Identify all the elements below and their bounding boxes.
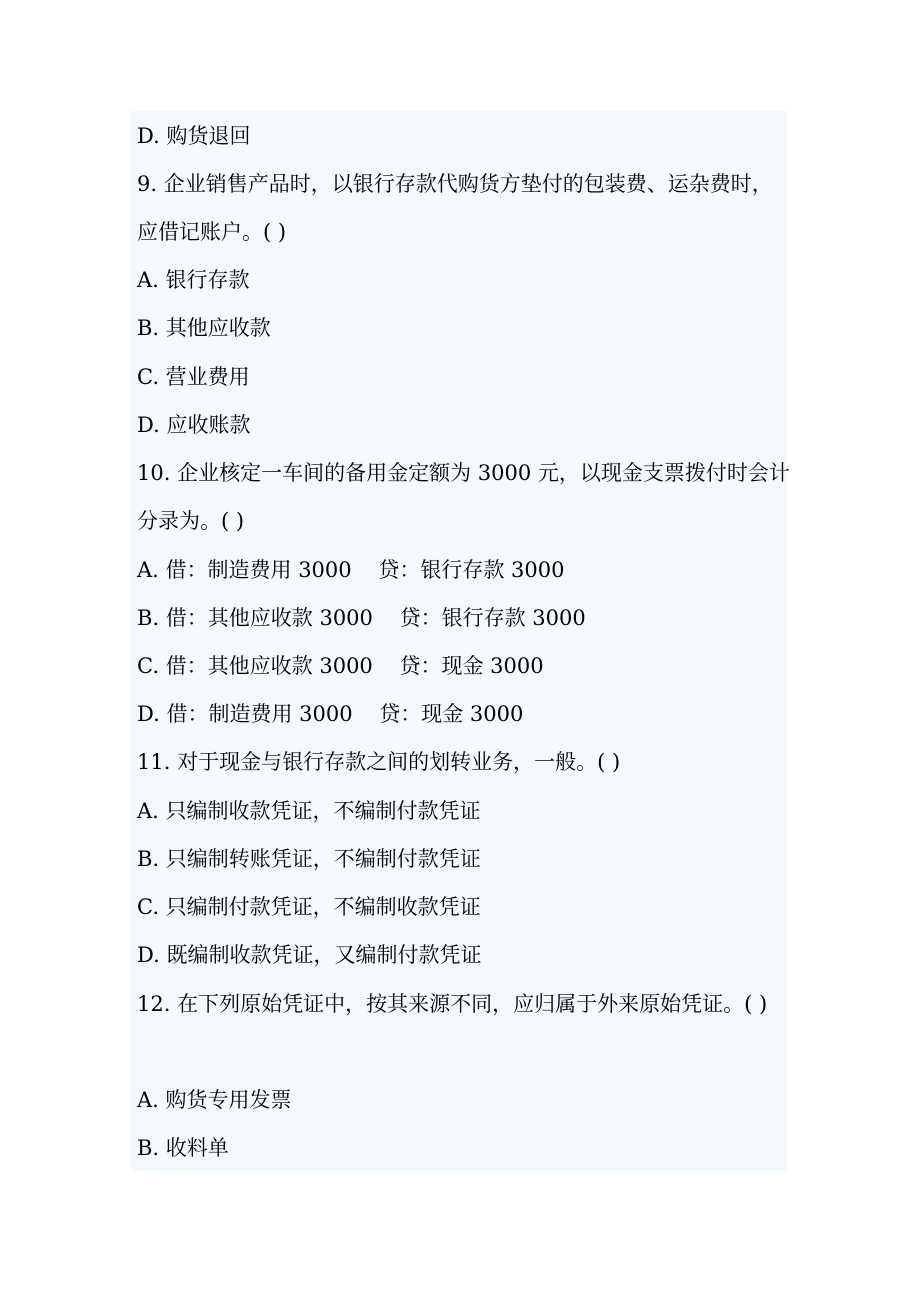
option-9b: B. 其他应收款 — [137, 316, 271, 340]
option-9c: C. 营业费用 — [137, 365, 250, 389]
option-11a: A. 只编制收款凭证，不编制付款凭证 — [137, 799, 481, 823]
option-11d: D. 既编制收款凭证，又编制付款凭证 — [137, 943, 482, 967]
option-10a: A. 借：制造费用 3000 贷：银行存款 3000 — [137, 558, 565, 582]
option-11b: B. 只编制转账凭证，不编制付款凭证 — [137, 847, 481, 871]
option-11c: C. 只编制付款凭证，不编制收款凭证 — [137, 895, 481, 919]
option-10c: C. 借：其他应收款 3000 贷：现金 3000 — [137, 654, 544, 678]
option-12b: B. 收料单 — [137, 1136, 229, 1160]
question-12: 12. 在下列原始凭证中，按其来源不同，应归属于外来原始凭证。( ) — [137, 992, 768, 1016]
option-9a: A. 银行存款 — [137, 268, 250, 292]
option-10d: D. 借：制造费用 3000 贷：现金 3000 — [137, 702, 524, 726]
option-9d: D. 应收账款 — [137, 413, 251, 437]
question-11: 11. 对于现金与银行存款之间的划转业务，一般。( ) — [137, 750, 621, 774]
option-10b: B. 借：其他应收款 3000 贷：银行存款 3000 — [137, 606, 586, 630]
question-9-line-2: 应借记账户。( ) — [137, 220, 287, 244]
option-8d: D. 购货退回 — [137, 124, 251, 148]
question-10-line-2: 分录为。( ) — [137, 509, 245, 533]
question-10-line-1: 10. 企业核定一车间的备用金定额为 3000 元，以现金支票拨付时会计 — [137, 461, 790, 485]
option-12a: A. 购货专用发票 — [137, 1088, 292, 1112]
question-9-line-1: 9. 企业销售产品时，以银行存款代购货方垫付的包装费、运杂费时， — [137, 172, 773, 196]
